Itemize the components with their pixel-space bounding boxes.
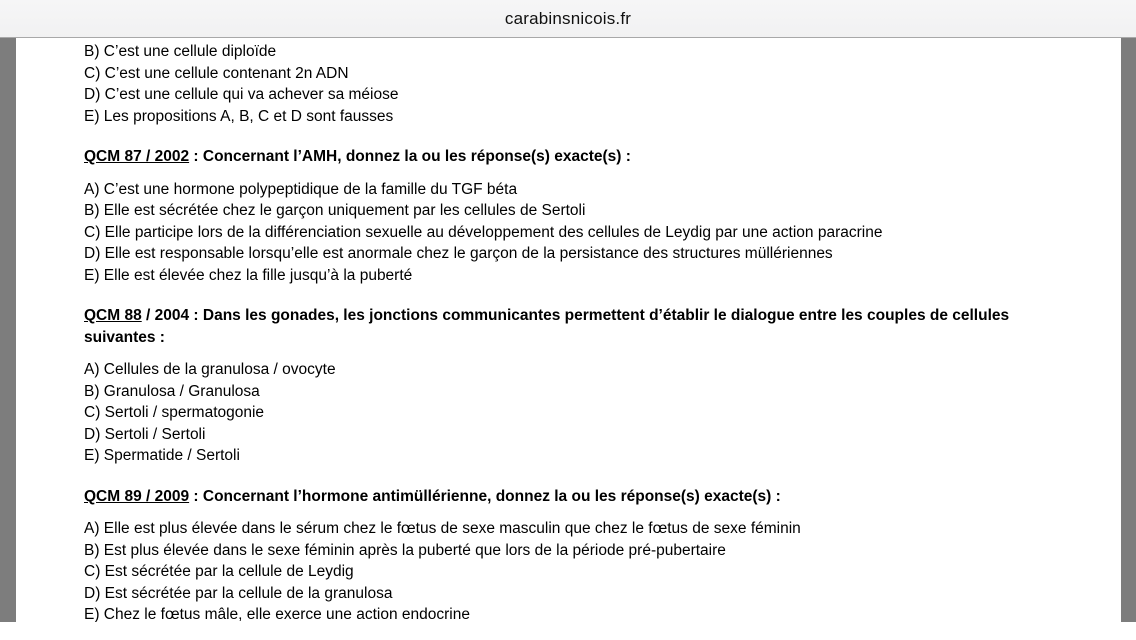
question-title: / 2004 : Dans les gonades, les jonctions communicantes permettent d’établir le dialogue entre les couples de cellules suivantes :	[84, 307, 1010, 346]
answer-option: D) Elle est responsable lorsqu’elle est anormale chez le garçon de la persistance des structures müllériennes	[84, 245, 833, 262]
question-options-intro	[84, 41, 1066, 127]
answer-option: E) Spermatide / Sertoli	[84, 447, 240, 464]
answer-option: A) Elle est plus élevée dans le sérum chez le fœtus de sexe masculin que chez le fœtus de sexe féminin	[84, 520, 801, 537]
answer-option: E) Elle est élevée chez la fille jusqu’à la puberté	[84, 266, 413, 284]
answer-option: C) Sertoli / spermatogonie	[84, 404, 265, 421]
question-options-qcm87	[84, 179, 1066, 287]
answer-option: D) Est sécrétée par la cellule de la granulosa	[84, 584, 393, 602]
question-heading-qcm88	[84, 305, 1039, 348]
site-title: carabinsnicois.fr	[504, 8, 632, 28]
question-heading-qcm87	[84, 146, 1039, 168]
answer-option: A) Cellules de la granulosa / ovocyte	[84, 361, 336, 378]
question-id: QCM 89 / 2009	[84, 487, 190, 505]
browser-title-bar[interactable]	[0, 0, 1136, 38]
question-id: QCM 87 / 2002	[84, 148, 190, 165]
answer-option: D) C’est une cellule qui va achever sa méiose	[84, 86, 399, 103]
question-id: QCM 88	[84, 307, 142, 324]
answer-option: B) Elle est sécrétée chez le garçon uniquement par les cellules de Sertoli	[84, 202, 586, 219]
answer-option: C) Est sécrétée par la cellule de Leydig	[84, 563, 354, 580]
answer-option: B) Granulosa / Granulosa	[84, 382, 260, 400]
pdf-viewer-gutter-left	[0, 38, 16, 622]
answer-option: E) Chez le fœtus mâle, elle exerce une action endocrine	[84, 606, 470, 622]
answer-option: C) Elle participe lors de la différenciation sexuelle au développement des cellules de Leydig par une action paracrine	[84, 223, 883, 241]
question-options-qcm88	[84, 359, 1066, 467]
answer-option: D) Sertoli / Sertoli	[84, 425, 206, 443]
pdf-viewer-gutter-right	[1121, 38, 1136, 622]
question-title: : Concernant l’AMH, donnez la ou les réponse(s) exacte(s) :	[189, 148, 631, 165]
pdf-page	[16, 38, 1121, 622]
document-content	[16, 38, 1121, 622]
answer-option: C) C’est une cellule contenant 2n ADN	[84, 64, 349, 82]
question-options-qcm89	[84, 518, 1066, 622]
answer-option: B) Est plus élevée dans le sexe féminin après la puberté que lors de la période pré-pubertaire	[84, 541, 726, 559]
answer-option: B) C’est une cellule diploïde	[84, 43, 277, 60]
answer-option: A) C’est une hormone polypeptidique de la famille du TGF béta	[84, 180, 518, 198]
question-title: : Concernant l’hormone antimüllérienne, donnez la ou les réponse(s) exacte(s) :	[189, 487, 781, 505]
answer-option: E) Les propositions A, B, C et D sont fausses	[84, 107, 394, 125]
question-heading-qcm89	[84, 486, 1039, 508]
